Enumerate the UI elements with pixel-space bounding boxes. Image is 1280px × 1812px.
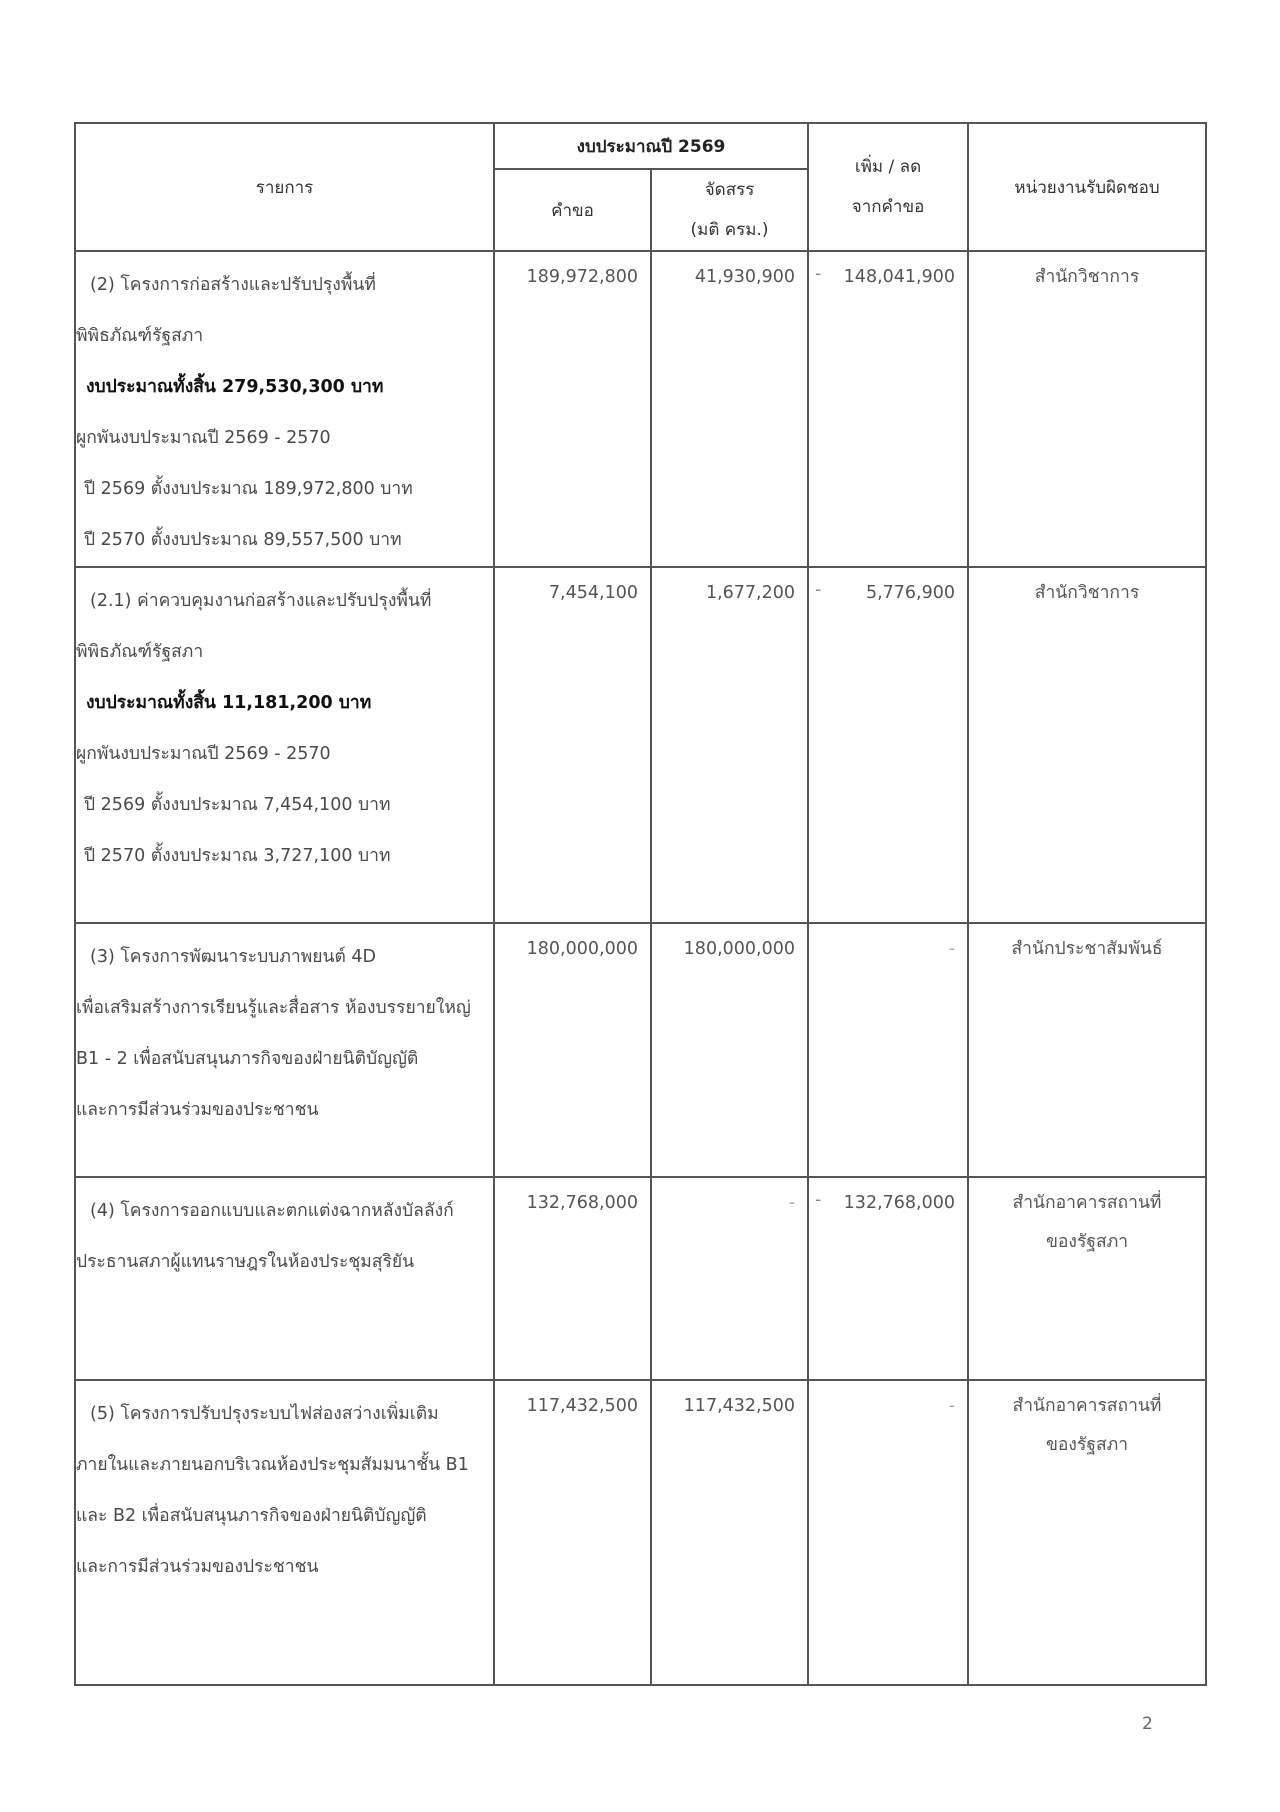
item-line-bold: งบประมาณทั้งสิ้น 279,530,300 บาท	[86, 377, 384, 397]
header-item: รายการ	[75, 123, 494, 251]
item-line: (2) โครงการก่อสร้างและปรับปรุงพื้นที่	[90, 275, 376, 295]
diff-cell: - 132,768,000	[808, 1177, 968, 1380]
allocated-cell: 41,930,900	[651, 251, 808, 567]
item-line: เพื่อเสริมสร้างการเรียนรู้และสื่อสาร ห้องบรรยายใหญ่	[76, 998, 471, 1018]
unit-cell: สำนักประชาสัมพันธ์	[968, 923, 1206, 1177]
diff-cell: - 5,776,900	[808, 567, 968, 923]
budget-table	[74, 122, 1207, 1686]
allocated-cell: 180,000,000	[651, 923, 808, 1177]
request-cell: 180,000,000	[494, 923, 651, 1177]
item-line: พิพิธภัณฑ์รัฐสภา	[76, 326, 204, 346]
item-line: (3) โครงการพัฒนาระบบภาพยนต์ 4D	[90, 947, 377, 967]
diff-cell: -	[808, 923, 968, 1177]
diff-cell: -	[808, 1380, 968, 1685]
header-request: คำขอ	[494, 169, 651, 251]
table-row	[75, 923, 1206, 1177]
request-cell: 117,432,500	[494, 1380, 651, 1685]
header-allocated-line1: จัดสรร	[704, 180, 755, 200]
header-allocated-line2: (มติ ครม.)	[690, 220, 769, 240]
item-line: B1 - 2 เพื่อสนับสนุนภารกิจของฝ่ายนิติบัญญัติ	[76, 1049, 419, 1069]
item-line-bold: งบประมาณทั้งสิ้น 11,181,200 บาท	[86, 693, 372, 713]
unit-cell: สำนักอาคารสถานที่ ของรัฐสภา	[968, 1380, 1206, 1685]
unit-cell: สำนักอาคารสถานที่ ของรัฐสภา	[968, 1177, 1206, 1380]
request-cell: 7,454,100	[494, 567, 651, 923]
item-cell	[75, 251, 494, 567]
request-cell: 132,768,000	[494, 1177, 651, 1380]
header-diff-line1: เพิ่ม / ลด	[854, 157, 922, 177]
item-line: (4) โครงการออกแบบและตกแต่งฉากหลังบัลลังก์	[90, 1201, 454, 1221]
unit-cell: สำนักวิชาการ	[968, 567, 1206, 923]
table-row	[75, 1177, 1206, 1380]
item-cell	[75, 1177, 494, 1380]
request-cell: 189,972,800	[494, 251, 651, 567]
item-line: (5) โครงการปรับปรุงระบบไฟส่องสว่างเพิ่มเติม	[90, 1404, 439, 1424]
item-line: ปี 2570 ตั้งงบประมาณ 3,727,100 บาท	[84, 846, 391, 866]
diff-cell: - 148,041,900	[808, 251, 968, 567]
header-allocated	[651, 169, 808, 251]
table-row	[75, 1380, 1206, 1685]
allocated-cell: 117,432,500	[651, 1380, 808, 1685]
page-number: 2	[1142, 1714, 1153, 1734]
item-line: (2.1) ค่าควบคุมงานก่อสร้างและปรับปรุงพื้นที่	[90, 591, 432, 611]
header-diff-line2: จากคำขอ	[851, 197, 925, 217]
item-cell	[75, 923, 494, 1177]
allocated-cell: 1,677,200	[651, 567, 808, 923]
header-budget-year: งบประมาณปี 2569	[494, 123, 808, 169]
item-cell	[75, 1380, 494, 1685]
item-line: และการมีส่วนร่วมของประชาชน	[76, 1557, 319, 1577]
item-line: ปี 2570 ตั้งงบประมาณ 89,557,500 บาท	[84, 530, 402, 550]
item-line: และ B2 เพื่อสนับสนุนภารกิจของฝ่ายนิติบัญญัติ	[76, 1506, 427, 1526]
item-line: และการมีส่วนร่วมของประชาชน	[76, 1100, 319, 1120]
item-line: ผูกพันงบประมาณปี 2569 - 2570	[76, 428, 331, 448]
item-line: ผูกพันงบประมาณปี 2569 - 2570	[76, 744, 331, 764]
table-row	[75, 251, 1206, 567]
item-line: ปี 2569 ตั้งงบประมาณ 189,972,800 บาท	[84, 479, 413, 499]
item-line: ปี 2569 ตั้งงบประมาณ 7,454,100 บาท	[84, 795, 391, 815]
table-row	[75, 567, 1206, 923]
item-line: ประธานสภาผู้แทนราษฎรในห้องประชุมสุริยัน	[76, 1252, 415, 1272]
item-line: พิพิธภัณฑ์รัฐสภา	[76, 642, 204, 662]
item-line: ภายในและภายนอกบริเวณห้องประชุมสัมมนาชั้น B1	[76, 1455, 469, 1475]
item-cell	[75, 567, 494, 923]
header-unit: หน่วยงานรับผิดชอบ	[968, 123, 1206, 251]
allocated-cell: -	[651, 1177, 808, 1380]
header-diff	[808, 123, 968, 251]
unit-cell: สำนักวิชาการ	[968, 251, 1206, 567]
